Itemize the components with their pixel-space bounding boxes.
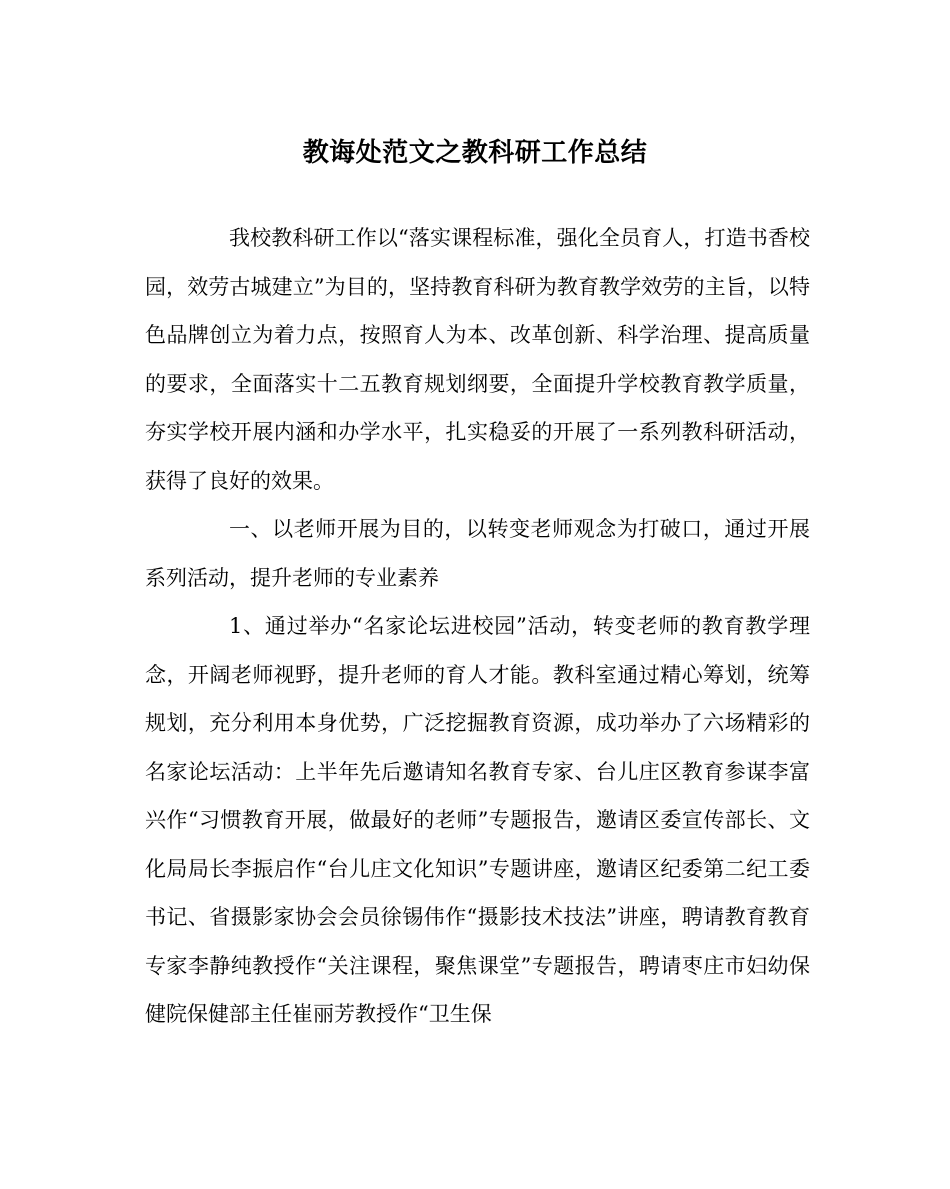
- paragraph-section-one-heading: 一、以老师开展为目的，以转变老师观念为打破口，通过开展系列活动，提升老师的专业素养: [145, 517, 810, 590]
- document-body: [145, 214, 810, 1039]
- paragraph-item-one: 1、通过举办“名家论坛进校园”活动，转变老师的教育教学理念，开阔老师视野，提升老师的育人才能。教科室通过精心筹划，统筹规划，充分利用本身优势，广泛挖掘教育资源，成功举办了六场精彩的名家论坛活动：上半年先后邀请知名教育专家、台儿庄区教育参谋李富兴作“习惯教育开展，做最好的老师”专题报告，邀请区委宣传部长、文化局局长李振启作“台儿庄文化知识”专题讲座，邀请区纪委第二纪工委书记、省摄影家协会会员徐锡伟作“摄影技术技法”讲座，聘请教育教育专家李静纯教授作“关注课程，聚焦课堂”专题报告，聘请枣庄市妇幼保健院保健部主任崔丽芳教授作“卫生保: [145, 614, 810, 1026]
- paragraph-intro: 我校教科研工作以“落实课程标准，强化全员育人，打造书香校园，效劳古城建立”为目的，坚持教育科研为教育教学效劳的主旨，以特色品牌创立为着力点，按照育人为本、改革创新、科学治理、提高质量的要求，全面落实十二五教育规划纲要，全面提升学校教育教学质量，夯实学校开展内涵和办学水平，扎实稳妥的开展了一系列教科研活动，获得了良好的效果。: [145, 226, 810, 493]
- document-title: 教诲处范文之教科研工作总结: [302, 138, 648, 168]
